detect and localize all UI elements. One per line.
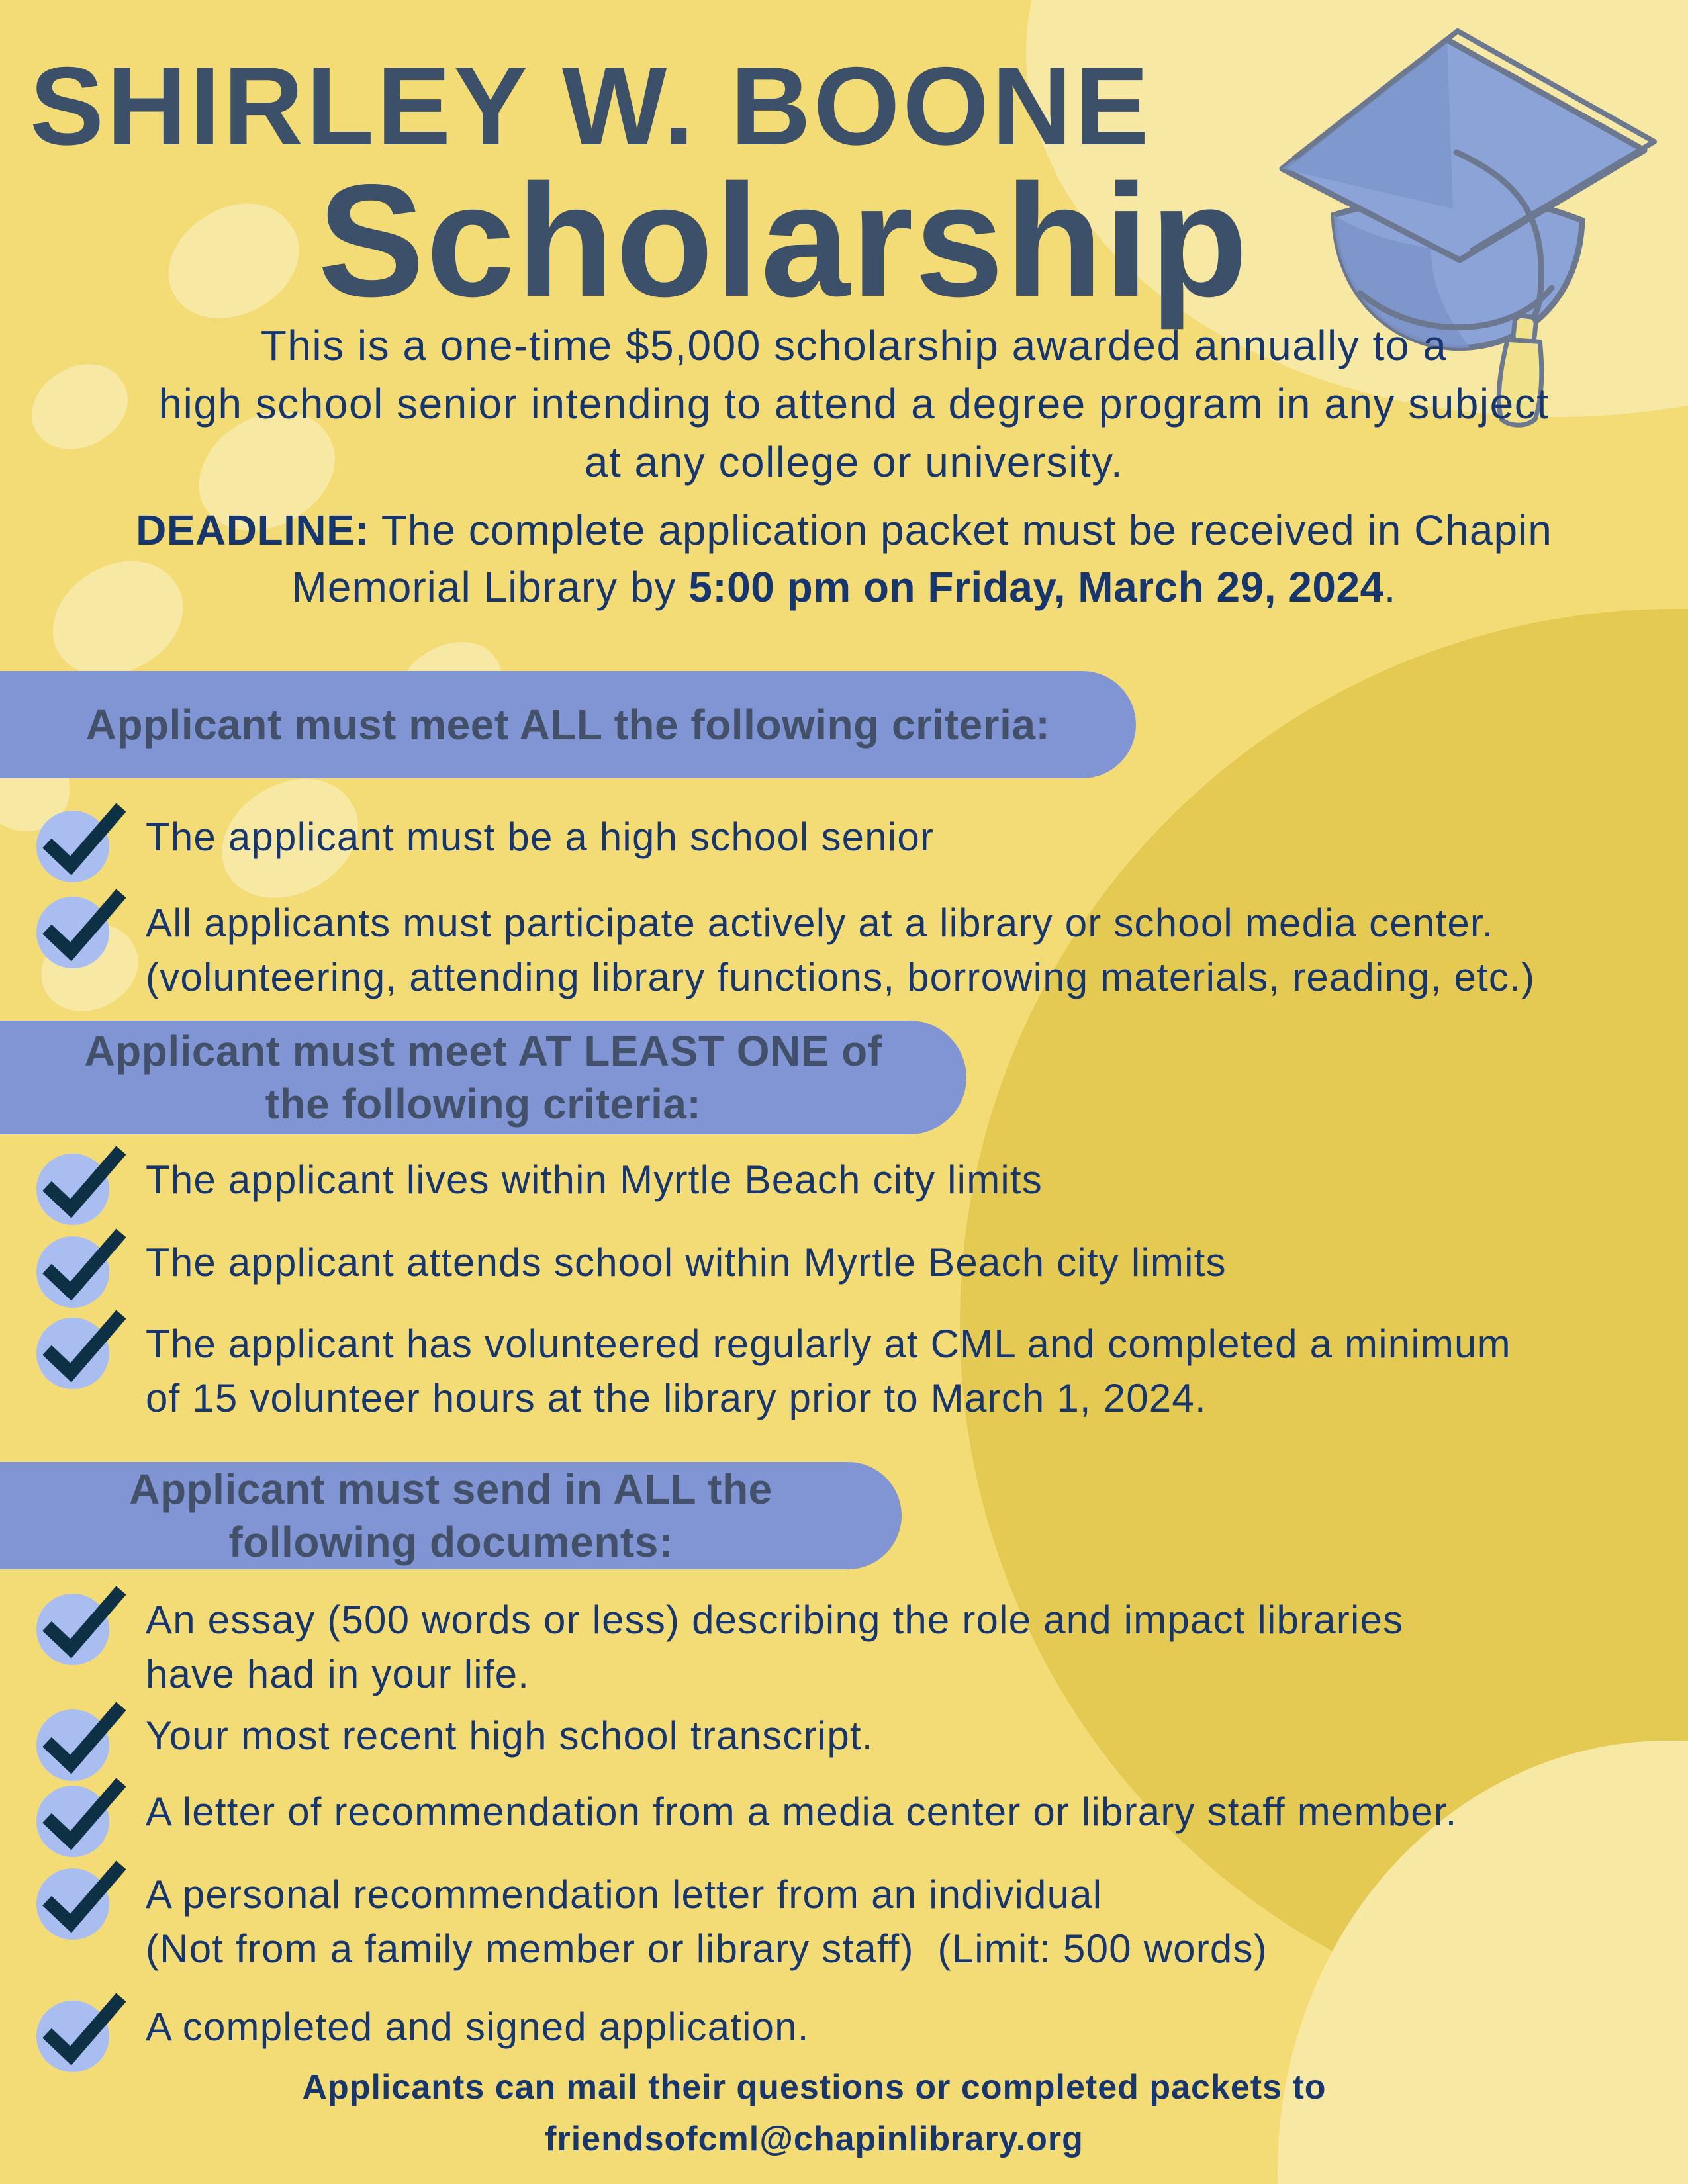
intro-line: at any college or university. xyxy=(584,438,1124,486)
check-icon xyxy=(36,1145,126,1228)
deadline-line: DEADLINE: The complete application packet must be received in Chapin xyxy=(136,506,1552,554)
intro-paragraph xyxy=(0,316,1688,491)
section-heading-at-least-one: Applicant must meet AT LEAST ONE of the following criteria: xyxy=(0,1021,966,1134)
check-icon xyxy=(36,1228,126,1310)
list-item: All applicants must participate actively at a library or school media center. (volunteering, attending library functions, borrowing materials, reading, etc.) xyxy=(36,888,1675,1005)
deadline-line: Memorial Library by 5:00 pm on Friday, March 29, 2024. xyxy=(291,563,1397,611)
check-icon xyxy=(36,802,126,885)
list-item: Your most recent high school transcript. xyxy=(36,1701,1675,1784)
deadline-paragraph xyxy=(0,502,1688,615)
footer-line: Applicants can mail their questions or completed packets to xyxy=(302,2068,1327,2107)
list-item: A letter of recommendation from a media center or library staff member. xyxy=(36,1777,1675,1860)
list-item: A personal recommendation letter from an individual (Not from a family member or library staff) (Limit: 500 words) xyxy=(36,1860,1675,1976)
check-icon xyxy=(36,1860,126,1942)
list-item: The applicant must be a high school senior xyxy=(36,802,1675,885)
contact-footer xyxy=(0,2062,1688,2165)
intro-line: This is a one-time $5,000 scholarship awarded annually to a xyxy=(260,322,1448,369)
deadline-datetime: 5:00 pm on Friday, March 29, 2024 xyxy=(688,563,1384,611)
page-subtitle: Scholarship xyxy=(318,152,1250,330)
check-icon xyxy=(36,1309,126,1392)
intro-line: high school senior intending to attend a degree program in any subject xyxy=(158,380,1550,428)
page-title: SHIRLEY W. BOONE xyxy=(30,44,1152,168)
list-item: The applicant lives within Myrtle Beach city limits xyxy=(36,1145,1675,1228)
list-item: An essay (500 words or less) describing the role and impact libraries have had in your life. xyxy=(36,1585,1675,1702)
check-icon xyxy=(36,1777,126,1860)
section-heading-all-criteria: Applicant must meet ALL the following criteria: xyxy=(0,671,1136,778)
list-item: The applicant attends school within Myrtle Beach city limits xyxy=(36,1228,1675,1310)
deadline-label: DEADLINE: xyxy=(136,506,370,554)
check-icon xyxy=(36,1701,126,1784)
list-item: A completed and signed application. xyxy=(36,1992,1675,2075)
list-item: The applicant has volunteered regularly at CML and completed a minimum of 15 volunteer hours at the library prior to March 1, 2024. xyxy=(36,1309,1675,1426)
footer-email: friendsofcml@chapinlibrary.org xyxy=(545,2120,1084,2158)
check-icon xyxy=(36,1585,126,1668)
check-icon xyxy=(36,888,126,971)
section-heading-documents: Applicant must send in ALL the following documents: xyxy=(0,1462,902,1569)
